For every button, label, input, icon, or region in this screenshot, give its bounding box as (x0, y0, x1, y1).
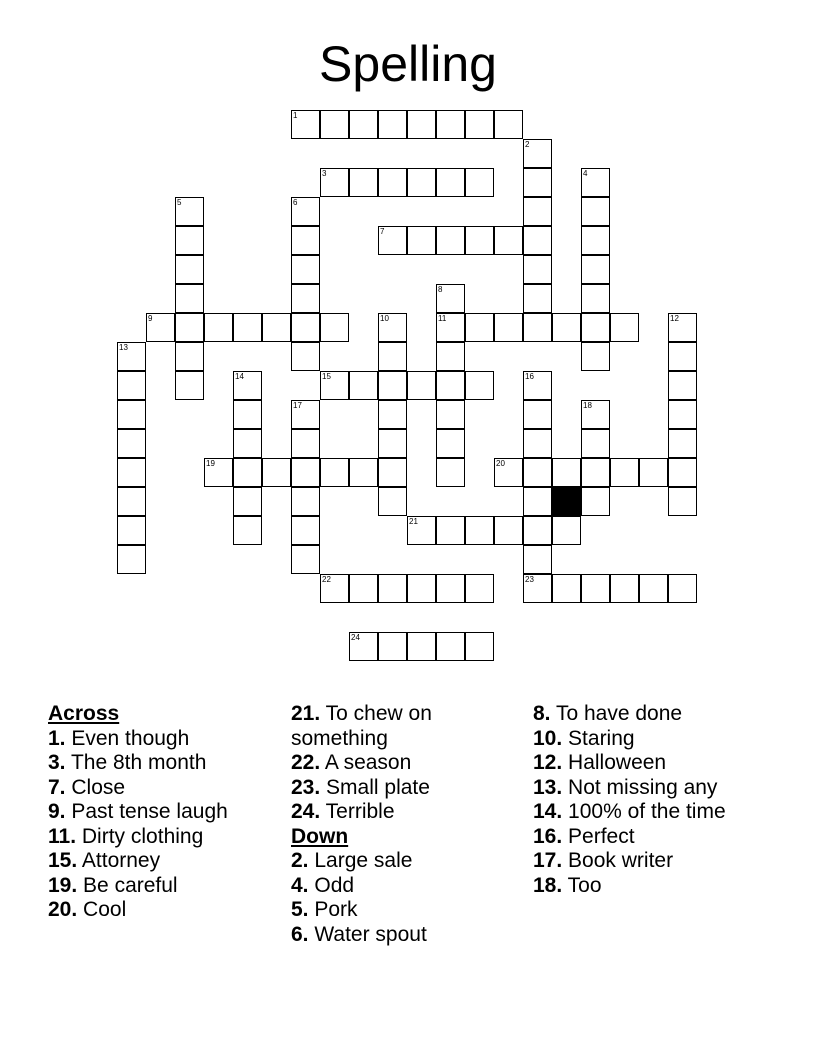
grid-cell[interactable] (523, 313, 552, 342)
grid-cell[interactable] (204, 313, 233, 342)
grid-cell[interactable] (523, 226, 552, 255)
grid-cell[interactable] (436, 313, 465, 342)
grid-cell[interactable] (349, 168, 378, 197)
grid-cell[interactable] (639, 458, 668, 487)
grid-cell[interactable] (523, 168, 552, 197)
grid-cell[interactable] (436, 371, 465, 400)
clue-number: 21 (409, 517, 418, 526)
grid-cell[interactable] (320, 313, 349, 342)
grid-cell[interactable] (349, 371, 378, 400)
clue-number: 13 (119, 343, 128, 352)
clue-number: 15 (322, 372, 331, 381)
grid-cell[interactable] (233, 458, 262, 487)
grid-cell[interactable] (523, 487, 552, 516)
grid-cell[interactable] (436, 284, 465, 313)
grid-cell[interactable] (262, 458, 291, 487)
black-cell (552, 487, 581, 516)
grid-cell[interactable] (407, 632, 436, 661)
grid-cell[interactable] (117, 342, 146, 371)
grid-cell[interactable] (436, 226, 465, 255)
clue-down-6: 6. Water spout (291, 922, 427, 946)
grid-cell[interactable] (523, 197, 552, 226)
clue-number: 4 (583, 169, 588, 178)
grid-cell[interactable] (436, 429, 465, 458)
clue-across-22: 22. A season (291, 751, 412, 774)
grid-cell[interactable] (581, 313, 610, 342)
grid-cell[interactable] (378, 632, 407, 661)
clue-down-8: 8. To have done (533, 702, 683, 725)
grid-cell[interactable] (523, 255, 552, 284)
grid-cell[interactable] (436, 110, 465, 139)
grid-cell[interactable] (465, 574, 494, 603)
grid-cell[interactable] (378, 371, 407, 400)
clue-column-3 (533, 702, 773, 898)
clue-across-20: 20. Cool (48, 898, 127, 921)
grid-cell[interactable] (117, 545, 146, 574)
grid-cell[interactable] (436, 632, 465, 661)
clue-number: 18 (583, 401, 592, 410)
grid-cell[interactable] (523, 516, 552, 545)
grid-cell[interactable] (639, 574, 668, 603)
grid-cell[interactable] (668, 371, 697, 400)
clue-number: 19 (206, 459, 215, 468)
grid-cell[interactable] (233, 516, 262, 545)
grid-cell[interactable] (117, 458, 146, 487)
grid-cell[interactable] (494, 226, 523, 255)
grid-cell[interactable] (552, 574, 581, 603)
grid-cell[interactable] (581, 255, 610, 284)
clue-across-9: 9. Past tense laugh (48, 800, 228, 823)
grid-cell[interactable] (349, 458, 378, 487)
clue-number: 7 (380, 227, 385, 236)
grid-cell[interactable] (117, 429, 146, 458)
grid-cell[interactable] (668, 574, 697, 603)
grid-cell[interactable] (117, 487, 146, 516)
clue-down-12: 12. Halloween (533, 751, 667, 774)
grid-cell[interactable] (233, 313, 262, 342)
grid-cell[interactable] (436, 342, 465, 371)
clue-down-16: 16. Perfect (533, 824, 635, 848)
clue-number: 2 (525, 140, 530, 149)
grid-cell[interactable] (494, 313, 523, 342)
grid-cell[interactable] (581, 168, 610, 197)
grid-cell[interactable] (552, 458, 581, 487)
grid-cell[interactable] (291, 429, 320, 458)
grid-cell[interactable] (291, 255, 320, 284)
grid-cell[interactable] (378, 313, 407, 342)
grid-cell[interactable] (494, 516, 523, 545)
grid-cell[interactable] (436, 574, 465, 603)
grid-cell[interactable] (581, 342, 610, 371)
clue-number: 17 (293, 401, 302, 410)
grid-cell[interactable] (465, 168, 494, 197)
grid-cell[interactable] (233, 400, 262, 429)
grid-cell[interactable] (407, 226, 436, 255)
grid-cell[interactable] (523, 429, 552, 458)
grid-cell[interactable] (175, 197, 204, 226)
grid-cell[interactable] (523, 545, 552, 574)
grid-cell[interactable] (291, 545, 320, 574)
clue-across-19: 19. Be careful (48, 873, 178, 897)
grid-cell[interactable] (320, 168, 349, 197)
clue-number: 22 (322, 575, 331, 584)
clue-down-14: 14. 100% of the time (533, 800, 726, 823)
grid-cell[interactable] (291, 487, 320, 516)
grid-cell[interactable] (523, 139, 552, 168)
grid-cell[interactable] (494, 458, 523, 487)
grid-cell[interactable] (668, 458, 697, 487)
clue-column-2 (291, 702, 531, 947)
grid-cell[interactable] (668, 342, 697, 371)
grid-cell[interactable] (581, 197, 610, 226)
grid-cell[interactable] (668, 487, 697, 516)
grid-cell[interactable] (668, 400, 697, 429)
grid-cell[interactable] (552, 516, 581, 545)
grid-cell[interactable] (436, 168, 465, 197)
grid-cell[interactable] (581, 284, 610, 313)
grid-cell[interactable] (349, 574, 378, 603)
grid-cell[interactable] (291, 197, 320, 226)
clue-down-18: 18. Too (533, 873, 602, 897)
grid-cell[interactable] (581, 487, 610, 516)
grid-cell[interactable] (349, 632, 378, 661)
clue-column-1 (48, 702, 288, 923)
grid-cell[interactable] (320, 110, 349, 139)
grid-cell[interactable] (233, 371, 262, 400)
grid-cell[interactable] (407, 168, 436, 197)
grid-cell[interactable] (378, 226, 407, 255)
grid-cell[interactable] (465, 110, 494, 139)
grid-cell[interactable] (465, 371, 494, 400)
grid-cell[interactable] (378, 110, 407, 139)
grid-cell[interactable] (378, 400, 407, 429)
grid-cell[interactable] (465, 516, 494, 545)
grid-cell[interactable] (291, 342, 320, 371)
grid-cell[interactable] (378, 574, 407, 603)
grid-cell[interactable] (117, 516, 146, 545)
grid-cell[interactable] (465, 226, 494, 255)
grid-cell[interactable] (494, 110, 523, 139)
grid-cell[interactable] (117, 371, 146, 400)
clue-across-3: 3. The 8th month (48, 751, 207, 774)
grid-cell[interactable] (581, 574, 610, 603)
clue-number: 8 (438, 285, 443, 294)
clue-number: 24 (351, 633, 360, 642)
puzzle-title: Spelling (319, 36, 497, 92)
clue-number: 6 (293, 198, 298, 207)
clue-number: 23 (525, 575, 534, 584)
grid-cell[interactable] (436, 516, 465, 545)
grid-cell[interactable] (378, 458, 407, 487)
grid-cell[interactable] (291, 458, 320, 487)
grid-cell[interactable] (117, 400, 146, 429)
clue-number: 3 (322, 169, 327, 178)
grid-cell[interactable] (175, 255, 204, 284)
grid-cell[interactable] (378, 342, 407, 371)
grid-cell[interactable] (523, 400, 552, 429)
grid-cell[interactable] (465, 313, 494, 342)
grid-cell[interactable] (233, 429, 262, 458)
grid-cell[interactable] (175, 371, 204, 400)
clue-down-5: 5. Pork (291, 898, 358, 921)
grid-cell[interactable] (349, 110, 378, 139)
clue-number: 20 (496, 459, 505, 468)
clue-number: 10 (380, 314, 389, 323)
grid-cell[interactable] (523, 371, 552, 400)
grid-cell[interactable] (465, 632, 494, 661)
grid-cell[interactable] (262, 313, 291, 342)
grid-cell[interactable] (291, 284, 320, 313)
grid-cell[interactable] (320, 574, 349, 603)
grid-cell[interactable] (378, 168, 407, 197)
grid-cell[interactable] (436, 458, 465, 487)
grid-cell[interactable] (320, 458, 349, 487)
clue-across-1: 1. Even though (48, 726, 190, 750)
clue-down-10: 10. Staring (533, 726, 635, 750)
grid-cell[interactable] (291, 400, 320, 429)
grid-cell[interactable] (581, 458, 610, 487)
clue-across-15: 15. Attorney (48, 849, 161, 872)
grid-cell[interactable] (581, 400, 610, 429)
grid-cell[interactable] (523, 458, 552, 487)
clue-down-13: 13. Not missing any (533, 775, 718, 799)
clue-number: 9 (148, 314, 153, 323)
grid-cell[interactable] (291, 110, 320, 139)
clue-across-23: 23. Small plate (291, 775, 430, 799)
down-heading: Down (291, 824, 349, 848)
grid-cell[interactable] (523, 574, 552, 603)
grid-cell[interactable] (407, 574, 436, 603)
grid-cell[interactable] (291, 226, 320, 255)
grid-cell[interactable] (610, 458, 639, 487)
grid-cell[interactable] (668, 429, 697, 458)
grid-cell[interactable] (610, 574, 639, 603)
grid-cell[interactable] (407, 516, 436, 545)
grid-cell[interactable] (175, 226, 204, 255)
grid-cell[interactable] (610, 313, 639, 342)
grid-cell[interactable] (320, 371, 349, 400)
grid-cell[interactable] (204, 458, 233, 487)
grid-cell[interactable] (175, 284, 204, 313)
grid-cell[interactable] (175, 313, 204, 342)
grid-cell[interactable] (581, 429, 610, 458)
across-heading: Across (48, 702, 120, 725)
clue-number: 11 (438, 314, 447, 323)
clue-number: 1 (293, 111, 298, 120)
grid-cell[interactable] (233, 487, 262, 516)
grid-cell[interactable] (552, 313, 581, 342)
clue-down-4: 4. Odd (291, 873, 355, 897)
grid-cell[interactable] (668, 313, 697, 342)
clue-across-24: 24. Terrible (291, 800, 395, 823)
clue-number: 12 (670, 314, 679, 323)
grid-cell[interactable] (378, 429, 407, 458)
grid-cell[interactable] (291, 313, 320, 342)
clue-down-17: 17. Book writer (533, 849, 674, 872)
grid-cell[interactable] (146, 313, 175, 342)
clue-across-7: 7. Close (48, 775, 126, 799)
grid-cell[interactable] (175, 342, 204, 371)
grid-cell[interactable] (523, 284, 552, 313)
clue-across-21: 21. To chew on something (291, 702, 432, 750)
grid-cell[interactable] (291, 516, 320, 545)
grid-cell[interactable] (581, 226, 610, 255)
clue-number: 14 (235, 372, 244, 381)
grid-cell[interactable] (378, 487, 407, 516)
grid-cell[interactable] (436, 400, 465, 429)
grid-cell[interactable] (407, 371, 436, 400)
clue-down-2: 2. Large sale (291, 849, 413, 872)
clue-across-11: 11. Dirty clothing (48, 824, 204, 848)
grid-cell[interactable] (407, 110, 436, 139)
clue-number: 16 (525, 372, 534, 381)
clue-number: 5 (177, 198, 182, 207)
